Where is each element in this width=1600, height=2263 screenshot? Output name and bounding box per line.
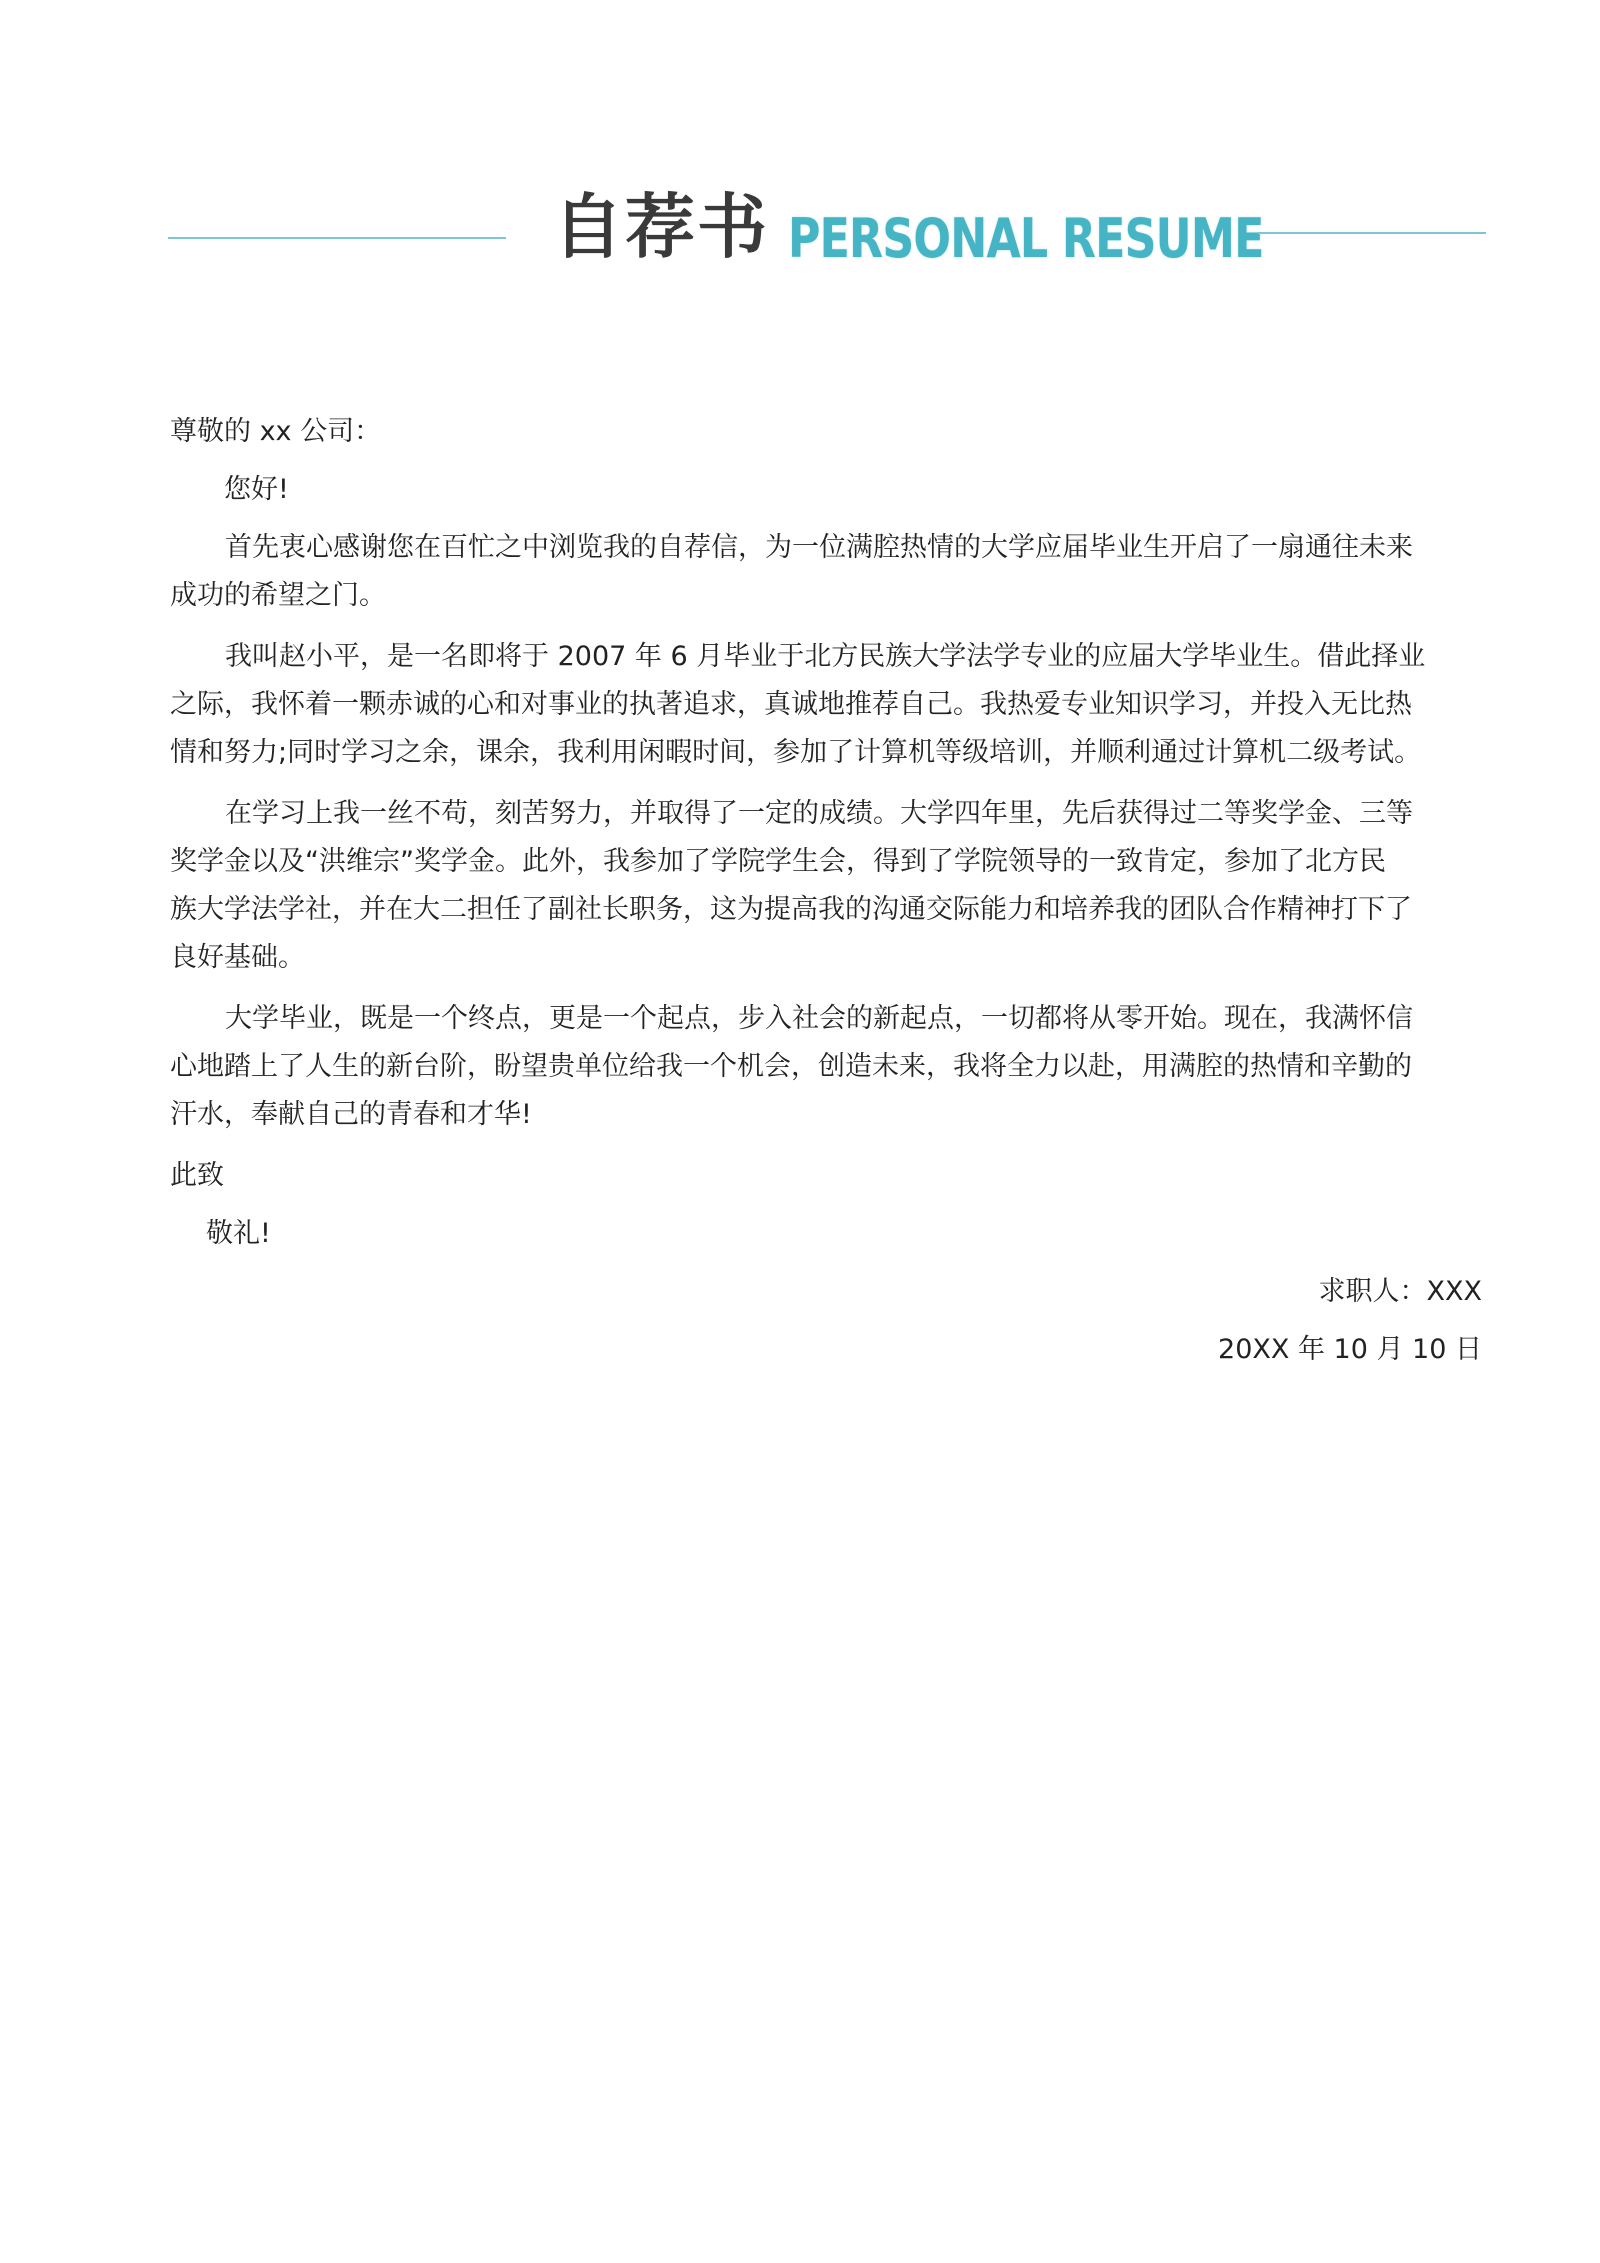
paragraph-line: 奖学金以及“洪维宗”奖学金。此外，我参加了学院学生会，得到了学院领导的一致肯定，参加了北方民 (170, 846, 1386, 877)
letter-body (170, 408, 1482, 1384)
paragraph-line: 首先衷心感谢您在百忙之中浏览我的自荐信，为一位满腔热情的大学应届毕业生开启了一扇通往未来 (225, 532, 1413, 563)
letter-closing-cizhi: 此致 (170, 1160, 224, 1191)
header-right-rule (1258, 232, 1486, 234)
paragraph-4 (170, 995, 1482, 1139)
paragraph-line: 我叫赵小平，是一名即将于 2007 年 6 月毕业于北方民族大学法学专业的应届大学毕业生。借此择业 (225, 641, 1426, 672)
paragraph-line: 良好基础。 (170, 942, 305, 973)
letter-signature: 求职人：XXX (1318, 1276, 1482, 1307)
paragraph-line: 族大学法学社，并在大二担任了副社长职务，这为提高我的沟通交际能力和培养我的团队合作精神打下了 (170, 894, 1412, 925)
letter-greeting: 尊敬的 xx 公司： (170, 416, 382, 447)
paragraph-1 (170, 524, 1482, 620)
letter-salutation: 您好! (224, 474, 289, 505)
paragraph-2 (170, 633, 1482, 777)
letter-header (0, 180, 1600, 290)
page-subtitle-english: PERSONAL RESUME (788, 207, 1264, 270)
paragraph-line: 之际，我怀着一颗赤诚的心和对事业的执著追求，真诚地推荐自己。我热爱专业知识学习，并投入无比热 (170, 689, 1412, 720)
paragraph-line: 汗水，奉献自己的青春和才华! (170, 1099, 532, 1130)
paragraph-line: 大学毕业，既是一个终点，更是一个起点，步入社会的新起点，一切都将从零开始。现在，我满怀信 (225, 1003, 1413, 1034)
page-title: 自荐书 (553, 186, 769, 268)
paragraph-line: 在学习上我一丝不苟，刻苦努力，并取得了一定的成绩。大学四年里，先后获得过二等奖学金、三等 (225, 798, 1413, 829)
paragraph-line: 心地踏上了人生的新台阶，盼望贵单位给我一个机会，创造未来，我将全力以赴，用满腔的热情和辛勤的 (170, 1051, 1412, 1082)
paragraph-line: 成功的希望之门。 (170, 580, 386, 611)
letter-date: 20XX 年 10 月 10 日 (1218, 1334, 1482, 1365)
paragraph-3 (170, 790, 1482, 982)
paragraph-line: 情和努力;同时学习之余，课余，我利用闲暇时间，参加了计算机等级培训，并顺利通过计算机二级考试。 (170, 737, 1422, 768)
letter-closing-jingli: 敬礼! (206, 1218, 271, 1249)
header-left-rule (168, 237, 506, 239)
